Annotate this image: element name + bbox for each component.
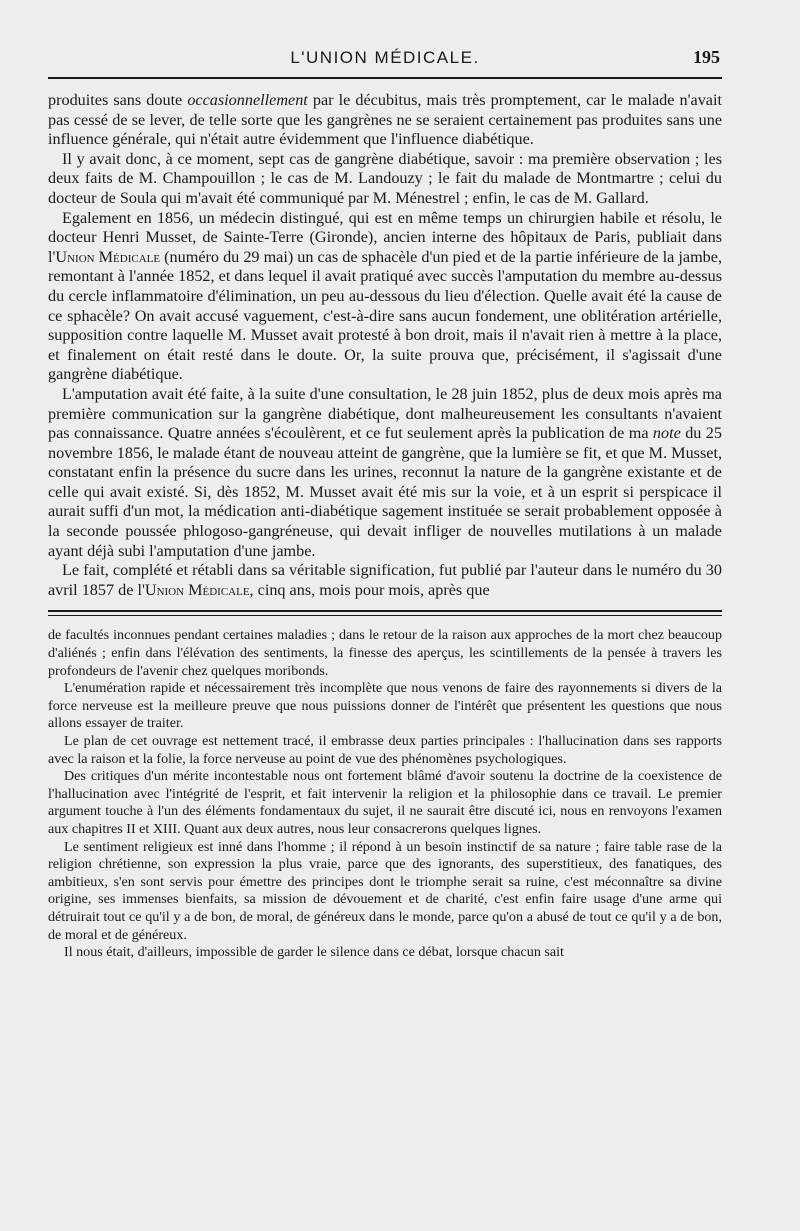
page-number: 195 [693, 47, 720, 67]
note-paragraph: de facultés inconnues pendant certaines maladies ; dans le retour de la raison aux approches de la mort chez beaucoup d'aliénés ; enfin dans l'élévation des sentiments, la finesse des aperçus, les scintillements de la pensée à travers les profondeurs de l'avenir chez quelques moribonds. [48, 627, 722, 679]
paragraph: Il y avait donc, à ce moment, sept cas de gangrène diabétique, savoir : ma première observation ; les deux faits de M. Champouillon ; le cas de M. Landouzy ; le fait du malade de Montmartre ; celui du docteur de Soula qui m'avait été communiqué par M. Ménestrel ; enfin, le cas de M. Gallard. [48, 149, 722, 207]
document-page [48, 40, 722, 962]
note-paragraph: Il nous était, d'ailleurs, impossible de garder le silence dans ce débat, lorsque chacun sait [64, 944, 564, 961]
note-paragraph: Des critiques d'un mérite incontestable nous ont fortement blâmé d'avoir soutenu la doctrine de la coexistence de l'hallucination avec l'intégrité de l'esprit, et fait intervenir la religion et la philosophie dans ce travail. Le premier argument touche à l'un des éléments fondamentaux du sujet, il ne saurait être discuté ici, nous en renvoyons l'examen aux chapitres II et XIII. Quant aux deux autres, nous leur consacrerons quelques lignes. [48, 768, 722, 837]
page-header [48, 40, 722, 70]
running-title: L'UNION MÉDICALE. [290, 48, 480, 67]
lower-text [48, 627, 722, 961]
paragraph: Le fait, complété et rétabli dans sa véritable signification, fut publié par l'auteur dans le numéro du 30 avril 1857 de l'Union Médicale, cinq ans, mois pour mois, après que [48, 561, 722, 599]
paragraph: produites sans doute occasionnellement par le décubitus, mais très promptement, car le malade n'avait pas cessé de se lever, de telle sorte que les gangrènes ne se seraient certainement pas produites sans une influence générale, qui n'était autre évidemment que l'influence diabétique. [48, 91, 722, 149]
note-paragraph: Le plan de cet ouvrage est nettement tracé, il embrasse deux parties principales : l'hallucination dans ses rapports avec la raison et la folie, la force nerveuse au point de vue des phénomènes psychologiques. [48, 733, 722, 767]
journal-name: Union Médicale [144, 580, 250, 599]
emphasis: occasionnellement [187, 91, 308, 109]
emphasis: note [652, 424, 681, 443]
main-text [48, 91, 722, 600]
note-paragraph: Le sentiment religieux est inné dans l'homme ; il répond à un besoin instinctif de sa nature ; faire table rase de la religion chrétienne, son expression la plus vraie, parce que des ignorants, des superstitieux, des fanatiques, des ambitieux, s'en sont servis pour émettre des principes dont le triomphe serait sa ruine, c'est méconnaître sa divine origine, ses immenses bienfaits, sa mission de dévouement et de charité, c'est enfin faire usage d'une arme qui détruirait tout ce qu'il y a de bon, de moral, de généreux dans le monde, parce qu'on a abusé de tout ce qu'il y a de bon, de moral et de généreux. [48, 838, 722, 943]
journal-name: Union Médicale [55, 247, 161, 266]
note-paragraph: L'enumération rapide et nécessairement très incomplète que nous venons de faire des rayonnements si divers de la force nerveuse est la meilleure preuve que nous puissions donner de l'intérêt que présentent les questions que nous allons essayer de traiter. [48, 680, 722, 732]
header-rule [48, 77, 722, 79]
section-divider [48, 610, 722, 616]
paragraph: L'amputation avait été faite, à la suite d'une consultation, le 28 juin 1852, plus de deux mois après ma première communication sur la gangrène diabétique, dont malheureusement les consultants n'avaient pas connaissance. Quatre années s'écoulèrent, et ce fut seulement après la publication de ma note du 25 novembre 1856, le malade étant de nouveau atteint de gangrène, que la lumière se fit, et que M. Musset, constatant enfin la présence du sucre dans les urines, reconnut la nature de la gangrène existante et de celle qui avait existé. Si, dès 1852, M. Musset avait été mis sur la voie, et à un esprit si perspicace il aurait suffi d'un mot, la médication anti-diabétique sagement instituée se serait probablement opposée à la seconde poussée phlogoso-gangréneuse, qui devait infliger de nouvelles mutilations à un malade ayant déjà subi l'amputation d'une jambe. [48, 384, 722, 560]
paragraph: Egalement en 1856, un médecin distingué, qui est en même temps un chirurgien habile et résolu, le docteur Henri Musset, de Sainte-Terre (Gironde), ancien interne des hôpitaux de Paris, publiait dans l'Union Médicale (numéro du 29 mai) un cas de sphacèle d'un pied et de la partie inférieure de la jambe, remontant à l'année 1852, et dans lequel il avait pratiqué avec succès l'amputation du membre au-dessus du cercle inflammatoire d'élimination, un peu au-dessous du lieu d'élection. Quelle avait été la cause de ce sphacèle? On avait accusé vaguement, c'est-à-dire sans aucun fondement, une oblitération artérielle, supposition contre laquelle M. Musset avait protesté à bon droit, mais il n'avait rien à mettre à la place, et finalement on était resté dans le doute. Or, la suite prouva que, précisément, il s'agissait d'une gangrène diabétique. [48, 208, 722, 384]
